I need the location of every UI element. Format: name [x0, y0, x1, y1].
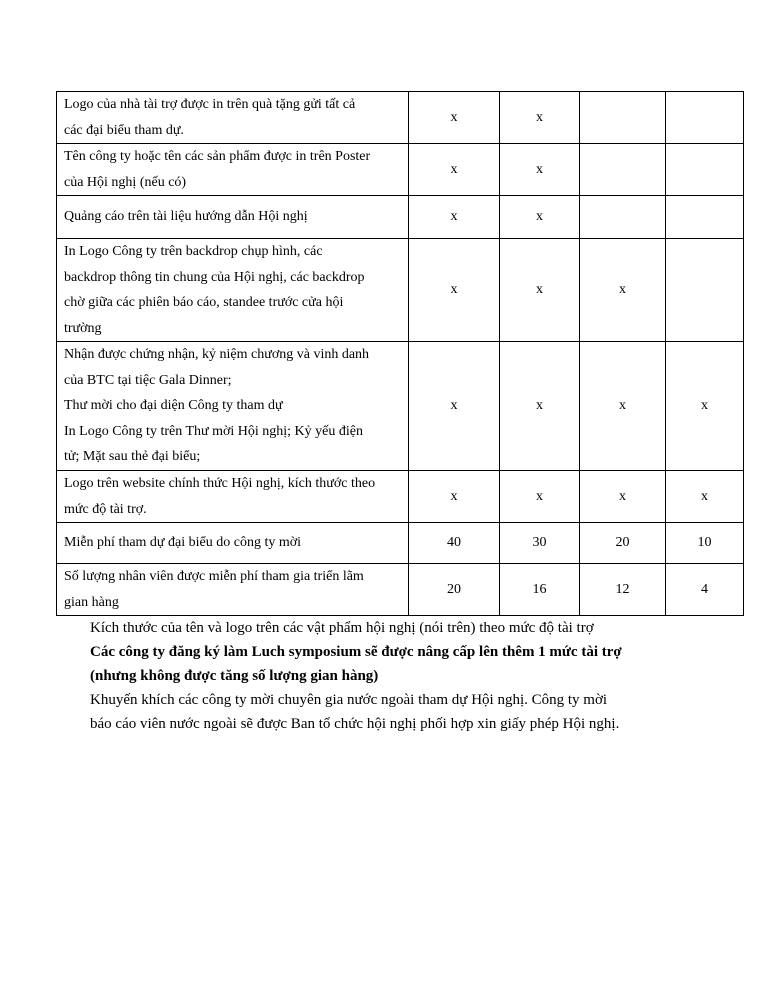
benefit-description-line: Quảng cáo trên tài liệu hướng dẫn Hội nghị	[64, 209, 308, 225]
benefit-description-line: In Logo Công ty trên backdrop chụp hình, các	[64, 244, 323, 259]
benefit-description-line: Số lượng nhân viên được miễn phí tham gia triển lãm	[64, 569, 364, 584]
tier-1-cell: x	[409, 471, 500, 523]
benefit-description-line: In Logo Công ty trên Thư mời Hội nghị; Kỷ yếu điện	[64, 423, 363, 439]
table-row	[57, 196, 744, 239]
benefit-description-line: Logo trên website chính thức Hội nghị, kích thước theo	[64, 476, 376, 491]
tier-4-cell	[666, 239, 744, 342]
benefit-description	[57, 92, 409, 144]
tier-1-cell: x	[409, 92, 500, 144]
tier-4-cell: 10	[666, 523, 744, 564]
benefit-description-line: Nhận được chứng nhận, kỷ niệm chương và vinh danh	[64, 347, 370, 363]
tier-3-cell: x	[580, 471, 666, 523]
table-row	[57, 523, 744, 564]
table-row	[57, 92, 744, 144]
tier-3-cell: x	[580, 239, 666, 342]
tier-3-cell: 12	[580, 564, 666, 616]
tier-3-cell: x	[580, 342, 666, 471]
tier-1-cell: x	[409, 342, 500, 471]
encourage-foreign-experts-note-line2: báo cáo viên nước ngoài sẽ được Ban tổ chức hội nghị phối hợp xin giấy phép Hội nghị.	[90, 716, 620, 732]
symposium-upgrade-note: Các công ty đăng ký làm Luch symposium sẽ được nâng cấp lên thêm 1 mức tài trợ	[90, 644, 622, 660]
tier-2-cell: x	[500, 239, 580, 342]
benefit-description	[57, 196, 409, 239]
tier-3-cell: 20	[580, 523, 666, 564]
tier-4-cell: x	[666, 342, 744, 471]
benefit-description	[57, 144, 409, 196]
table-row	[57, 144, 744, 196]
benefit-description	[57, 471, 409, 523]
tier-3-cell	[580, 92, 666, 144]
benefit-description-line: tử; Mặt sau thẻ đại biểu;	[64, 449, 201, 465]
tier-1-cell: x	[409, 196, 500, 239]
logo-size-note: Kích thước của tên và logo trên các vật phẩm hội nghị (nói trên) theo mức độ tài trợ	[90, 620, 594, 636]
benefit-description-line: backdrop thông tin chung của Hội nghị, các backdrop	[64, 269, 365, 285]
benefit-description	[57, 342, 409, 471]
tier-2-cell: x	[500, 144, 580, 196]
benefit-description	[57, 239, 409, 342]
benefit-description	[57, 523, 409, 564]
tier-4-cell: 4	[666, 564, 744, 616]
benefit-description-line: chờ giữa các phiên báo cáo, standee trước cửa hội	[64, 295, 344, 310]
tier-1-cell: x	[409, 239, 500, 342]
sponsorship-benefits-table	[56, 91, 744, 616]
benefit-description-line: mức độ tài trợ.	[64, 501, 147, 517]
tier-2-cell: 16	[500, 564, 580, 616]
tier-2-cell: x	[500, 196, 580, 239]
benefit-description-line: gian hàng	[64, 594, 119, 610]
tier-2-cell: 30	[500, 523, 580, 564]
tier-2-cell: x	[500, 342, 580, 471]
table-row	[57, 239, 744, 342]
tier-4-cell	[666, 92, 744, 144]
tier-4-cell	[666, 144, 744, 196]
tier-1-cell: 40	[409, 523, 500, 564]
benefit-description-line: trường	[64, 320, 102, 336]
tier-1-cell: x	[409, 144, 500, 196]
benefit-description	[57, 564, 409, 616]
tier-3-cell	[580, 144, 666, 196]
benefit-description-line: các đại biểu tham dự.	[64, 122, 184, 138]
booth-limit-note: (nhưng không được tăng số lượng gian hàng)	[90, 668, 379, 684]
benefit-description-line: Logo của nhà tài trợ được in trên quà tặng gửi tất cả	[64, 97, 356, 112]
tier-3-cell	[580, 196, 666, 239]
tier-4-cell: x	[666, 471, 744, 523]
tier-2-cell: x	[500, 471, 580, 523]
table-row	[57, 564, 744, 616]
notes-section	[90, 616, 690, 736]
tier-4-cell	[666, 196, 744, 239]
benefit-description-line: Tên công ty hoặc tên các sản phẩm được in trên Poster	[64, 149, 371, 164]
table-row	[57, 342, 744, 471]
benefit-description-line: của Hội nghị (nếu có)	[64, 174, 187, 190]
tier-2-cell: x	[500, 92, 580, 144]
table-row	[57, 471, 744, 523]
encourage-foreign-experts-note-line1: Khuyến khích các công ty mời chuyên gia nước ngoài tham dự Hội nghị. Công ty mời	[90, 692, 608, 708]
benefit-description-line: Thư mời cho đại diện Công ty tham dự	[64, 398, 283, 414]
tier-1-cell: 20	[409, 564, 500, 616]
benefit-description-line: của BTC tại tiệc Gala Dinner;	[64, 372, 232, 388]
benefit-description-line: Miễn phí tham dự đại biểu do công ty mời	[64, 535, 302, 551]
